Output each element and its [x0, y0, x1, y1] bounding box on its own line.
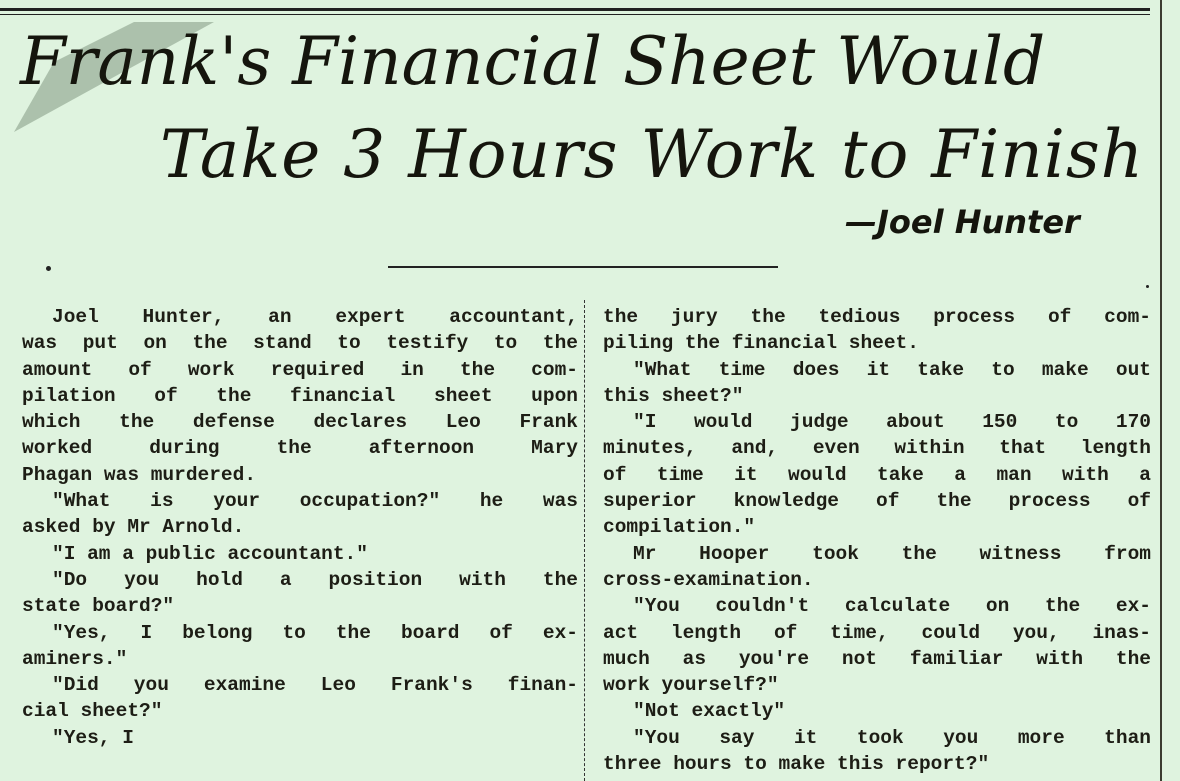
top-rule	[0, 8, 1150, 11]
text-line: pilation of the financial sheet upon	[22, 384, 578, 407]
text-line: "Do you hold a position with the	[52, 568, 578, 591]
text-line: "You say it took you more than	[633, 726, 1151, 749]
right-border	[1160, 0, 1162, 781]
text-line: asked by Mr Arnold.	[22, 516, 245, 539]
text-line: act length of time, could you, inas-	[603, 621, 1151, 644]
print-speck	[1146, 285, 1149, 288]
text-line: work yourself?"	[603, 674, 779, 697]
text-line: cross-examination.	[603, 568, 814, 591]
text-line: "Not exactly"	[633, 700, 786, 723]
text-line: Joel Hunter, an expert accountant,	[52, 306, 578, 328]
text-line: Mr Hooper took the witness from	[633, 542, 1151, 565]
text-line: of time it would take a man with a	[603, 463, 1151, 486]
text-line: was put on the stand to testify to the	[22, 332, 578, 355]
byline: —Joel Hunter	[845, 203, 1080, 241]
article-column-2	[603, 304, 1151, 777]
article-column-1	[22, 304, 578, 751]
text-line: compilation."	[603, 516, 756, 539]
text-line: state board?"	[22, 595, 175, 618]
text-line: piling the financial sheet.	[603, 332, 919, 355]
headline-divider	[388, 266, 778, 268]
text-line: which the defense declares Leo Frank	[22, 411, 578, 434]
headline-line-1: Frank's Financial Sheet Would	[20, 23, 1046, 100]
text-line: "I would judge about 150 to 170	[633, 411, 1151, 434]
text-line: amount of work required in the com-	[22, 358, 578, 381]
text-line: the jury the tedious process of com-	[603, 306, 1151, 328]
headline-line-2: Take 3 Hours Work to Finish	[160, 116, 1145, 193]
print-speck	[46, 266, 51, 271]
text-line: worked during the afternoon Mary	[22, 437, 578, 460]
text-line: "Yes, I belong to the board of ex-	[52, 621, 578, 644]
text-line: aminers."	[22, 647, 128, 670]
text-line: "You couldn't calculate on the ex-	[633, 595, 1151, 618]
text-line: "What time does it take to make out	[633, 358, 1151, 381]
text-line: "I am a public accountant."	[52, 542, 368, 565]
text-line: this sheet?"	[603, 384, 744, 407]
column-rule	[584, 300, 585, 781]
top-rule-thin	[0, 14, 1150, 15]
text-line: "Did you examine Leo Frank's finan-	[52, 674, 578, 697]
text-line: much as you're not familiar with the	[603, 647, 1151, 670]
text-line: Phagan was murdered.	[22, 463, 257, 486]
text-line: "What is your occupation?" he was	[52, 490, 578, 513]
text-line: three hours to make this report?"	[603, 753, 990, 776]
text-line: "Yes, I	[52, 726, 134, 749]
text-line: minutes, and, even within that length	[603, 437, 1151, 460]
text-line: superior knowledge of the process of	[603, 490, 1151, 513]
text-line: cial sheet?"	[22, 700, 163, 723]
